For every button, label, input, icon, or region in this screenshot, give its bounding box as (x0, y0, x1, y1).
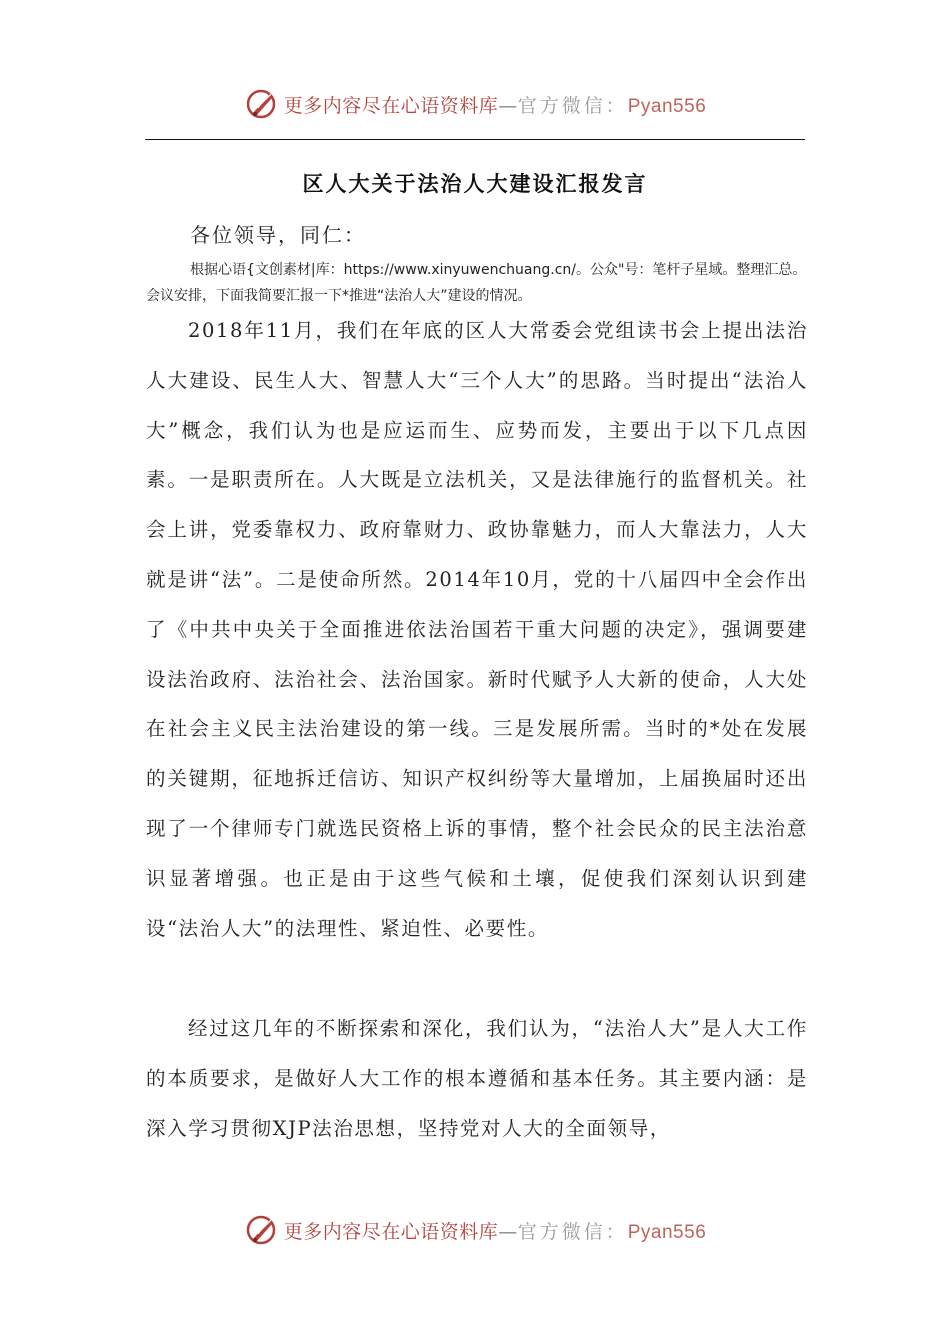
banner-wechat-id: Pyan556 (627, 95, 707, 117)
header-divider (145, 139, 805, 140)
banner-text (284, 91, 707, 118)
banner-wechat-label: 官方微信： (517, 1220, 628, 1243)
salutation: 各位领导，同仁： (190, 223, 366, 247)
footer-watermark-banner (0, 1210, 950, 1250)
banner-wechat-label: 官方微信： (517, 94, 628, 117)
document-title: 区人大关于法治人大建设汇报发言 (302, 172, 648, 196)
intro-paragraph: 根据心语{文创素材|库：https://www.xinyuwenchuang.cn/。公众"号：笔杆子星域。整理汇总。会议安排，下面我简要汇报一下*推进“法治人大”建设的情况。 (146, 262, 807, 304)
pen-logo-icon (244, 1212, 280, 1248)
body-paragraph-2: 经过这几年的不断探索和深化，我们认为，“法治人大”是人大工作的本质要求，是做好人大工作的根本遵循和基本任务。其主要内涵：是深入学习贯彻XJP法治思想，坚持党对人大的全面领导， (146, 1017, 808, 1140)
banner-dash: — (498, 1220, 518, 1243)
banner-wechat-id: Pyan556 (627, 1221, 707, 1243)
banner-dash: — (498, 94, 518, 117)
body-paragraph-1: 2018年11月，我们在年底的区人大常委会党组读书会上提出法治人大建设、民生人大、智慧人大“三个人大”的思路。当时提出“法治人大”概念，我们认为也是应运而生、应势而发，主要出于以下几点因素。一是职责所在。人大既是立法机关，又是法律施行的监督机关。社会上讲，党委靠权力、政府靠财力、政协靠魅力，而人大靠法力，人大就是讲“法”。二是使命所然。2014年10月，党的十八届四中全会作出了《中共中央关于全面推进依法治国若干重大问题的决定》，强调要建设法治政府、法治社会、法治国家。新时代赋予人大新的使命，人大处在社会主义民主法治建设的第一线。三是发展所需。当时的*处在发展的关键期，征地拆迁信访、知识产权纠纷等大量增加，上届换届时还出现了一个律师专门就选民资格上诉的事情，整个社会民众的民主法治意识显著增强。也正是由于这些气候和土壤，促使我们深刻认识到建设“法治人大”的法理性、紧迫性、必要性。 (146, 319, 808, 940)
banner-slogan: 更多内容尽在心语资料库 (283, 94, 499, 117)
banner-text (284, 1217, 707, 1244)
banner-slogan: 更多内容尽在心语资料库 (283, 1220, 499, 1243)
header-watermark-banner (0, 84, 950, 124)
pen-logo-icon (244, 86, 280, 122)
